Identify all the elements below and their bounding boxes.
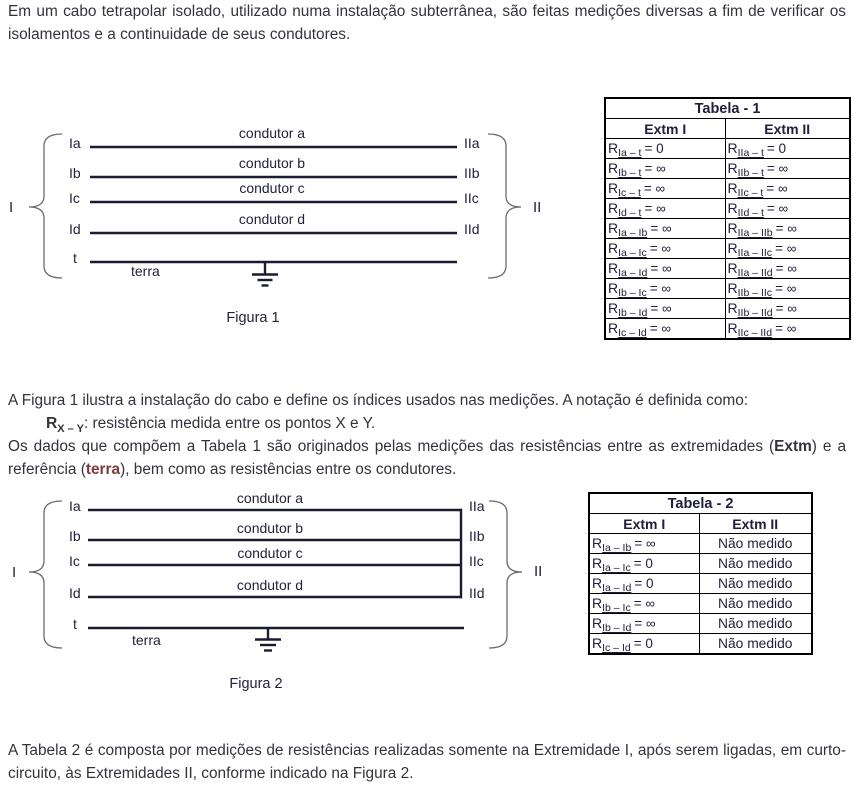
resistance-cell	[605, 319, 725, 340]
table-row	[605, 179, 850, 199]
r-symbol: R	[46, 415, 58, 432]
resistance-cell	[605, 139, 725, 159]
table-title: Tabela - 1	[605, 98, 850, 119]
earth-label: terra	[132, 632, 161, 648]
conductor-label: condutor d	[236, 577, 304, 593]
r-subscript: IIb – IId	[737, 307, 773, 319]
resistance-cell	[605, 259, 725, 279]
terminal-label: Ib	[69, 165, 81, 181]
r-value: = 0	[644, 141, 664, 156]
r-symbol: R	[608, 220, 619, 236]
r-subscript: Ic – t	[618, 187, 641, 199]
terminal-label: IIa	[464, 135, 480, 151]
resistance-cell	[725, 319, 850, 340]
terminal-label: Ic	[69, 553, 80, 569]
r-value: = ∞	[644, 201, 666, 216]
table-row	[605, 319, 850, 340]
table-row	[589, 634, 812, 655]
table-header-row	[605, 119, 850, 139]
r-subscript: IIa – IId	[737, 267, 773, 279]
r-value: = ∞	[775, 241, 797, 256]
r-symbol: R	[608, 320, 619, 336]
table2-description-paragraph: A Tabela 2 é composta por medições de resistências realizadas somente na Extremidade I, após serem ligadas, em curto-circuito, às Extremidades II, conforme indicado na Figura 2.	[8, 742, 846, 782]
r-symbol: R	[592, 535, 603, 551]
earth-label: terra	[131, 263, 160, 279]
resistance-cell	[605, 239, 725, 259]
r-value: = ∞	[775, 321, 797, 336]
r-value: = ∞	[649, 241, 671, 256]
column-header-extm-i: Extm I	[605, 119, 725, 139]
group-label-I: I	[9, 199, 14, 216]
r-subscript: IIa – IIb	[737, 227, 773, 239]
r-symbol: R	[727, 160, 738, 176]
column-header-extm-ii: Extm II	[725, 119, 850, 139]
resistance-cell	[725, 239, 850, 259]
table-row	[605, 139, 850, 159]
not-measured-cell: Não medido	[699, 594, 812, 614]
terminal-label: Id	[69, 585, 81, 601]
resistance-cell	[605, 219, 725, 239]
r-value: = 0	[766, 141, 787, 156]
figure-2-cable-diagram	[0, 485, 560, 700]
column-header-extm-i: Extm I	[589, 514, 699, 534]
r-value: = 0	[633, 556, 653, 571]
terminal-label: t	[73, 250, 77, 266]
r-value: = ∞	[634, 536, 656, 551]
r-subscript: IIb – IIc	[737, 287, 773, 299]
r-subscript: Ia – Ic	[602, 562, 631, 574]
intro-paragraph: Em um cabo tetrapolar isolado, utilizado numa instalação subterrânea, são feitas medições diversas a fim de verificar os isolamentos e a continuidade de seus condutores.	[8, 3, 846, 43]
table-title-row	[589, 493, 812, 514]
column-header-extm-ii: Extm II	[699, 514, 812, 534]
r-value: = ∞	[634, 616, 656, 631]
extm-bold: Extm	[774, 438, 812, 455]
r-subscript: Ib – t	[618, 167, 642, 179]
notation-definition	[46, 412, 846, 435]
r-subscript: Ia – t	[618, 147, 642, 159]
r-value: = 0	[633, 636, 653, 651]
r-symbol: R	[608, 280, 619, 296]
terminal-label: IIc	[464, 190, 479, 206]
r-value: = ∞	[775, 301, 797, 316]
r-symbol: R	[727, 200, 738, 216]
r-value: = ∞	[650, 261, 672, 276]
text-segment: Os dados que compõem a Tabela 1 são originados pelas medições das resistências entre as extremidades (	[8, 438, 775, 455]
terminal-label: Ia	[69, 135, 81, 151]
left-brace	[29, 501, 62, 648]
r-symbol: R	[727, 140, 738, 156]
terminal-label: IId	[464, 221, 480, 237]
resistance-cell	[589, 574, 699, 594]
r-symbol: R	[727, 240, 738, 256]
r-value: = ∞	[775, 261, 797, 276]
r-subscript: Ib – Ic	[618, 287, 647, 299]
r-subscript: Ia – Ib	[618, 227, 648, 239]
r-symbol: R	[608, 300, 619, 316]
r-value: = ∞	[643, 181, 666, 196]
conductor-label: condutor a	[236, 490, 304, 506]
r-subscript: X – Y	[57, 423, 84, 435]
r-value: = ∞	[775, 281, 797, 296]
resistance-cell	[589, 554, 699, 574]
r-symbol: R	[592, 595, 603, 611]
r-value: = ∞	[633, 596, 655, 611]
conductor-label: condutor c	[239, 180, 305, 196]
resistance-cell	[589, 534, 699, 554]
r-subscript: Ia – Ib	[602, 542, 632, 554]
table-header-row	[589, 514, 812, 534]
r-subscript: Ia – Id	[602, 582, 632, 594]
r-subscript: IId – t	[737, 207, 764, 219]
resistance-cell	[725, 299, 850, 319]
r-value: = ∞	[766, 161, 789, 176]
notation-text: : resistência medida entre os pontos X e Y.	[83, 415, 376, 432]
r-subscript: IIa – IIc	[737, 247, 773, 259]
r-value: = ∞	[650, 301, 672, 316]
not-measured-cell: Não medido	[699, 574, 812, 594]
tabela-1	[604, 97, 851, 340]
resistance-cell	[725, 219, 850, 239]
r-value: = ∞	[649, 321, 671, 336]
terminal-label: IId	[469, 585, 485, 601]
table-row	[605, 279, 850, 299]
notation-intro-line: A Figura 1 ilustra a instalação do cabo e define os índices usados nas medições. A notação é definida como:	[8, 392, 749, 409]
left-brace	[29, 134, 62, 278]
table-row	[589, 594, 812, 614]
group-label-II: II	[533, 199, 542, 216]
r-symbol: R	[608, 140, 619, 156]
conductor-label: condutor d	[238, 211, 306, 227]
conductor-label: condutor b	[238, 155, 306, 171]
resistance-cell	[605, 299, 725, 319]
resistance-cell	[605, 199, 725, 219]
table-row	[589, 574, 812, 594]
table-row	[589, 614, 812, 634]
not-measured-cell: Não medido	[699, 614, 812, 634]
resistance-cell	[725, 159, 850, 179]
resistance-cell	[725, 179, 850, 199]
conductor-label: condutor a	[238, 125, 306, 141]
resistance-cell	[725, 259, 850, 279]
notation-paragraph	[8, 389, 846, 481]
r-subscript: Ib – Id	[602, 622, 632, 634]
r-value: = 0	[634, 576, 654, 591]
r-subscript: Ib – Id	[618, 307, 648, 319]
terminal-label: Ia	[69, 498, 81, 514]
ground-icon	[255, 628, 281, 651]
resistance-cell	[589, 634, 699, 655]
not-measured-cell: Não medido	[699, 534, 812, 554]
r-subscript: IIc – t	[737, 187, 764, 199]
group-label-II: II	[534, 563, 543, 580]
terminal-label: Ic	[69, 190, 80, 206]
r-symbol: R	[592, 635, 603, 651]
r-symbol: R	[727, 220, 738, 236]
r-symbol: R	[727, 320, 738, 336]
terminal-label: IIa	[469, 498, 485, 514]
resistance-cell	[605, 279, 725, 299]
table-row	[605, 239, 850, 259]
r-value: = ∞	[650, 221, 672, 236]
table-title: Tabela - 2	[589, 493, 812, 514]
table-row	[605, 219, 850, 239]
r-symbol: R	[727, 300, 738, 316]
resistance-cell	[725, 199, 850, 219]
table-row	[589, 534, 812, 554]
r-symbol: R	[727, 280, 738, 296]
resistance-cell	[725, 279, 850, 299]
r-value: = ∞	[775, 221, 797, 236]
r-value: = ∞	[766, 181, 788, 196]
terminal-label: Ib	[69, 528, 81, 544]
r-subscript: Ia – Id	[618, 267, 648, 279]
terminal-label: t	[73, 616, 77, 632]
text-segment: ), bem como as resistências entre os condutores.	[120, 461, 457, 478]
terminal-label: IIc	[469, 553, 484, 569]
resistance-cell	[605, 159, 725, 179]
figure-1-cable-diagram	[0, 115, 560, 330]
figure-caption: Figura 2	[229, 676, 283, 692]
figure-caption: Figura 1	[226, 310, 280, 326]
r-value: = ∞	[644, 161, 666, 176]
table-title-row	[605, 98, 850, 119]
r-subscript: IIb – t	[737, 167, 764, 179]
conductor-label: condutor b	[236, 520, 304, 536]
resistance-cell	[589, 614, 699, 634]
r-subscript: Ia – Ic	[618, 247, 647, 259]
table-row	[605, 259, 850, 279]
table-row	[605, 199, 850, 219]
r-value: = ∞	[649, 281, 671, 296]
not-measured-cell: Não medido	[699, 554, 812, 574]
r-symbol: R	[592, 575, 603, 591]
text-segment: ) e a referência (	[8, 438, 847, 478]
r-value: = ∞	[766, 201, 789, 216]
r-symbol: R	[608, 200, 619, 216]
resistance-cell	[589, 594, 699, 614]
r-subscript: IIc – IId	[737, 327, 773, 339]
terminal-label: IIb	[464, 165, 480, 181]
table-row	[605, 299, 850, 319]
r-symbol: R	[608, 260, 619, 276]
not-measured-cell: Não medido	[699, 634, 812, 655]
resistance-cell	[725, 139, 850, 159]
r-symbol: R	[608, 180, 619, 196]
right-brace	[489, 501, 522, 648]
r-symbol: R	[727, 180, 738, 196]
conductor-label: condutor c	[237, 545, 303, 561]
table-row	[605, 159, 850, 179]
terra-bold: terra	[85, 461, 121, 478]
group-label-I: I	[12, 564, 17, 581]
ground-icon	[252, 262, 278, 286]
r-subscript: Id – t	[618, 207, 642, 219]
resistance-cell	[605, 179, 725, 199]
r-subscript: Ib – Ic	[602, 602, 631, 614]
r-subscript: IIa – t	[737, 147, 764, 159]
r-symbol: R	[592, 615, 603, 631]
table-row	[589, 554, 812, 574]
table1-description	[8, 435, 846, 481]
terminal-label: Id	[69, 221, 81, 237]
r-symbol: R	[608, 240, 619, 256]
r-subscript: Ic – Id	[618, 327, 647, 339]
r-subscript: Ic – Id	[602, 642, 631, 654]
r-symbol: R	[592, 555, 603, 571]
tabela-2	[588, 492, 813, 655]
r-symbol: R	[727, 260, 738, 276]
terminal-label: IIb	[469, 528, 485, 544]
right-brace	[488, 134, 521, 278]
r-symbol: R	[608, 160, 619, 176]
